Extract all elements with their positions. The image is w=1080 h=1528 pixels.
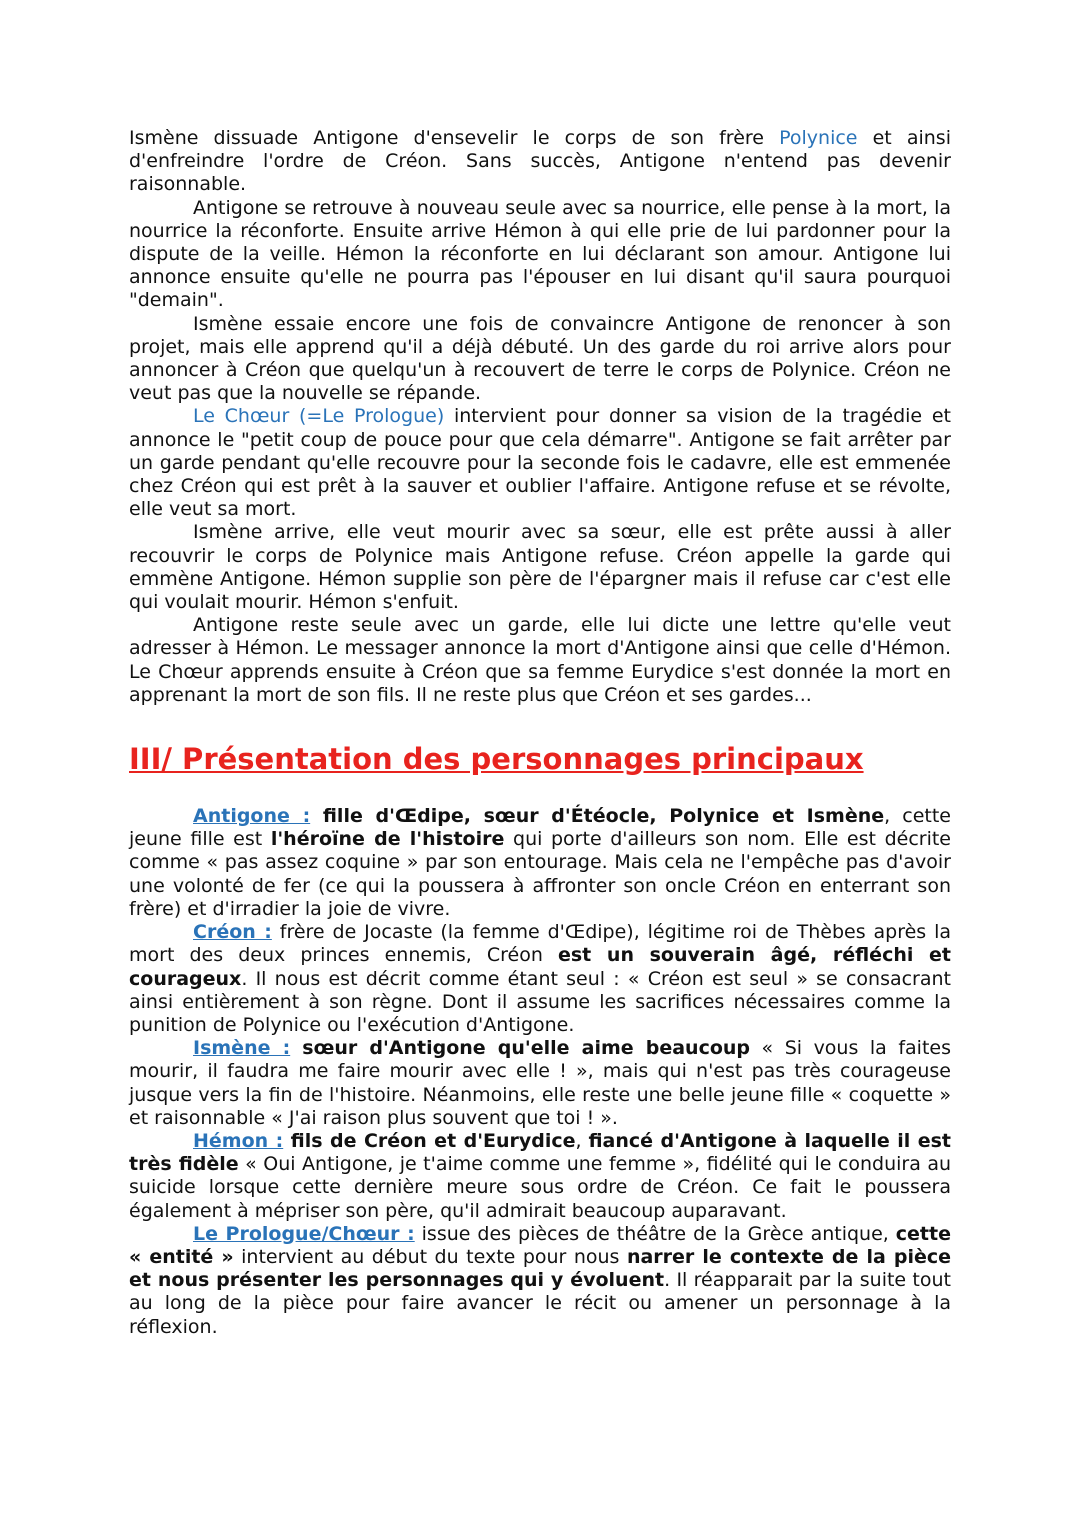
document-page xyxy=(129,127,951,1339)
characters-section xyxy=(129,805,951,1339)
link-polynice: Polynice xyxy=(779,127,858,149)
character-antigone: Antigone : fille d'Œdipe, sœur d'Étéocle, Polynice et Ismène, cette jeune fille est l'héroïne de l'histoire qui porte d'ailleurs son nom. Elle est décrite comme « pas assez coquine » par son entourage. Mais cela ne l'empêche pas d'avoir une volonté de fer (ce qui la poussera à affronter son oncle Créon en enterrant son frère) et d'irradier la joie de vivre. xyxy=(129,805,952,920)
section-heading: III/ Présentation des personnages principaux xyxy=(129,742,864,777)
character-label: Créon : xyxy=(193,921,272,944)
character-label: Ismène : xyxy=(193,1037,291,1060)
character-label: Hémon : xyxy=(193,1129,284,1152)
paragraph-6: Antigone reste seule avec un garde, elle lui dicte une lettre qu'elle veut adresser à Hémon. Le messager annonce la mort d'Antigone ainsi que celle d'Hémon. Le Chœur apprends ensuite à Créon que sa femme Eurydice s'est donnée la mort en apprenant la mort de son fils. Il ne reste plus que Créon et ses gardes... xyxy=(129,614,951,706)
paragraph-5: Ismène arrive, elle veut mourir avec sa sœur, elle est prête aussi à aller recouvrir le corps de Polynice mais Antigone refuse. Créon appelle la garde qui emmène Antigone. Hémon supplie son père de l'épargner mais il refuse car c'est elle qui voulait mourir. Hémon s'enfuit. xyxy=(129,521,951,614)
character-prologue-choeur: Le Prologue/Chœur : issue des pièces de théâtre de la Grèce antique, cette « entité » intervient au début du texte pour nous narrer le contexte de la pièce et nous présenter les personnages qui y évoluent. Il réapparait par la suite tout au long de la pièce pour faire avancer le récit ou amener un personnage à la réflexion. xyxy=(129,1222,952,1338)
link-choeur: Le Chœur (=Le Prologue) xyxy=(193,405,445,428)
paragraph-3: Ismène essaie encore une fois de convaincre Antigone de renoncer à son projet, mais elle apprend qu'il a déjà débuté. Un des garde du roi arrive alors pour annoncer à Créon que quelqu'un à recouvert de terre le corps de Polynice. Créon ne veut pas que la nouvelle se répande. xyxy=(129,312,951,405)
character-hemon: Hémon : fils de Créon et d'Eurydice, fiancé d'Antigone à laquelle il est très fidèle « Oui Antigone, je t'aime comme une femme », fidélité qui le conduira au suicide lorsque cette dernière meure sous ordre de Créon. Ce fait le poussera également à mépriser son père, qu'il admirait beaucoup auparavant. xyxy=(129,1129,952,1222)
paragraph-4: Le Chœur (=Le Prologue) intervient pour donner sa vision de la tragédie et annonce le "petit coup de pouce pour que cela démarre". Antigone se fait arrêter par un garde pendant qu'elle recouvre pour la seconde fois le cadavre, elle est emmenée chez Créon qui est prêt à la sauver et oublier l'affaire. Antigone refuse et se révolte, elle veut sa mort. xyxy=(129,405,951,521)
paragraph-2: Antigone se retrouve à nouveau seule avec sa nourrice, elle pense à la mort, la nourrice la réconforte. Ensuite arrive Hémon à qui elle prie de lui pardonner pour la dispute de la veille. Hémon la réconforte en lui déclarant son amour. Antigone lui annonce ensuite qu'elle ne pourra pas l'épouser en lui disant qu'il saura pourquoi "demain". xyxy=(129,196,951,312)
character-creon: Créon : frère de Jocaste (la femme d'Œdipe), légitime roi de Thèbes après la mort des deux princes ennemis, Créon est un souverain âgé, réfléchi et courageux. Il nous est décrit comme étant seul : « Créon est seul » se consacrant ainsi entièrement à son règne. Dont il assume les sacrifices nécessaires comme la punition de Polynice ou l'exécution d'Antigone. xyxy=(129,921,951,1036)
character-ismene: Ismène : sœur d'Antigone qu'elle aime beaucoup « Si vous la faites mourir, il faudra me faire mourir avec elle ! », mais qui n'est pas très courageuse jusque vers la fin de l'histoire. Néanmoins, elle reste une belle jeune fille « coquette » et raisonnable « J'ai raison plus souvent que toi ! ». xyxy=(129,1037,951,1129)
paragraph-1: Ismène dissuade Antigone d'ensevelir le corps de son frère Polynice et ainsi d'enfreindre l'ordre de Créon. Sans succès, Antigone n'entend pas devenir raisonnable. xyxy=(129,127,951,196)
character-label: Antigone : xyxy=(193,805,311,828)
character-label: Le Prologue/Chœur : xyxy=(193,1222,415,1245)
